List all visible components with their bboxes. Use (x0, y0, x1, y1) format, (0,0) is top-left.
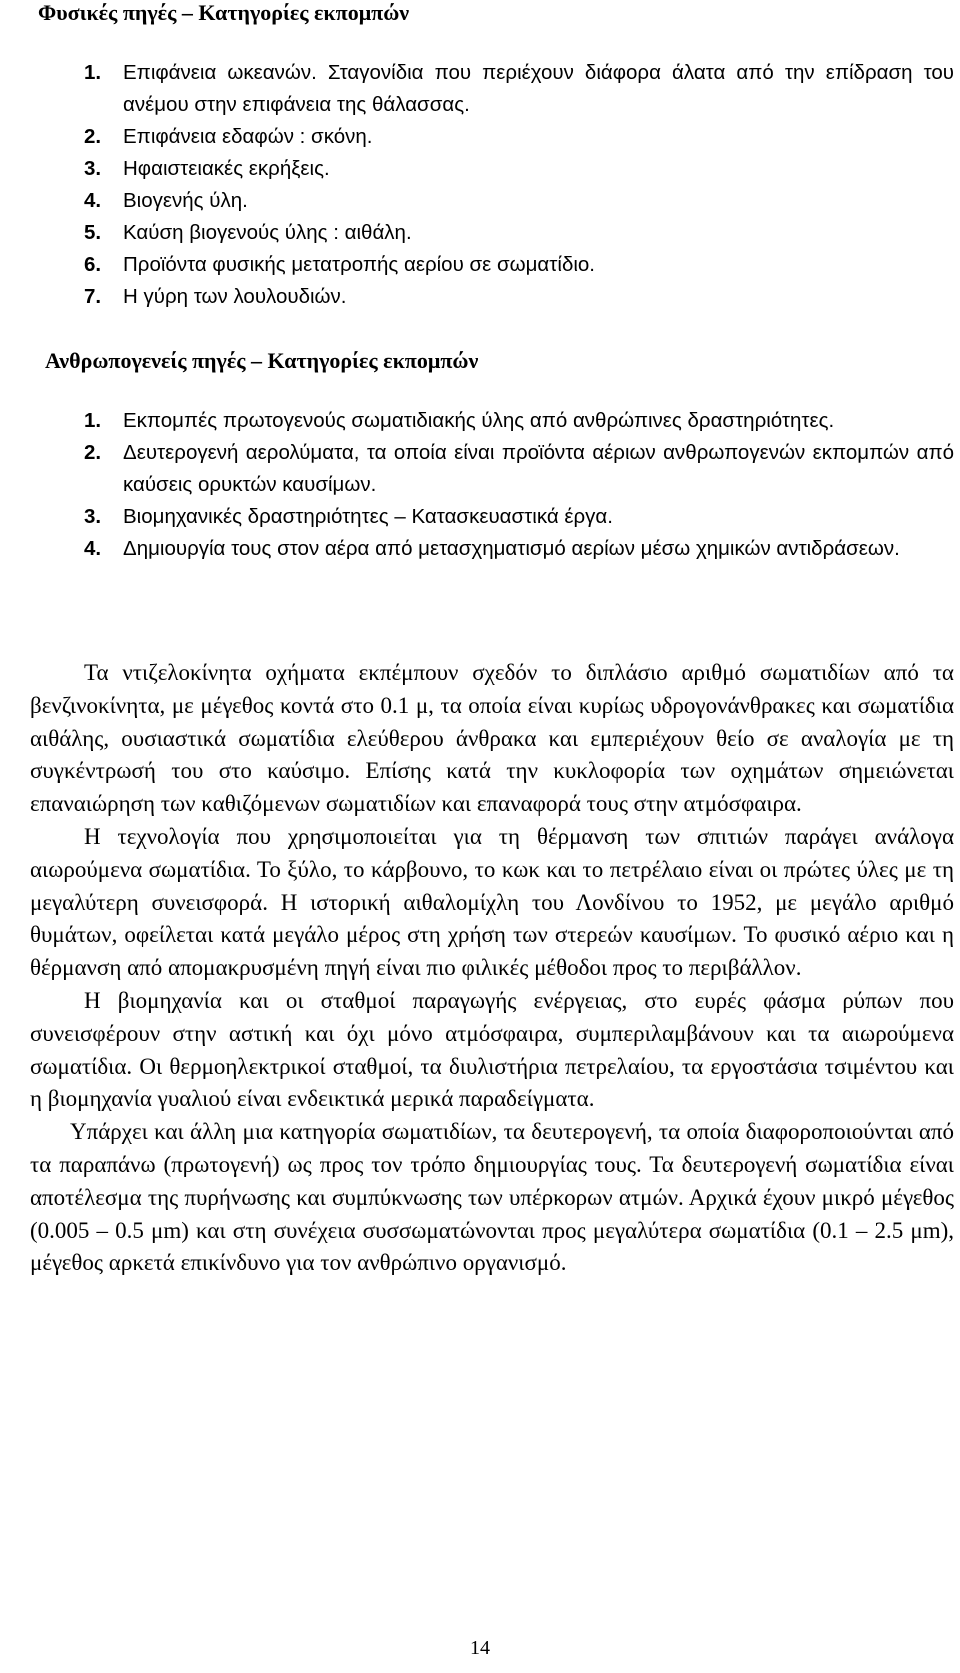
list-item (84, 437, 954, 501)
list-item-text: Ηφαιστειακές εκρήξεις. (123, 157, 330, 180)
list-item (84, 501, 954, 533)
page-number: 14 (470, 1637, 490, 1659)
list-item (84, 281, 954, 313)
list-item-number: 1. (84, 409, 102, 432)
list-item-number: 6. (84, 253, 102, 276)
list-item-text: Επιφάνεια ωκεανών. Σταγονίδια που περιέχουν διάφορα άλατα από την επίδραση του ανέμου στην επιφάνεια της θάλασσας. (123, 61, 954, 116)
list-item-text: Βιομηχανικές δραστηριότητες – Κατασκευαστικά έργα. (123, 505, 613, 528)
paragraph-diesel-vehicles: Τα ντιζελοκίνητα οχήματα εκπέμπουν σχεδόν το διπλάσιο αριθμό σωματιδίων από τα βενζινοκίνητα, με μέγεθος κοντά στο 0.1 μ, τα οποία είναι κυρίως υδρογονάνθρακες και σωματίδια αιθάλης, ουσιαστικά σωματίδια ελεύθερου άνθρακα και εμπεριέχουν θείο σε αναλογία με τη συγκέντρωσή του στο καύσιμο. Επίσης κατά την κυκλοφορία των οχημάτων σημειώνεται επαναιώρηση των καθιζόμενων σωματιδίων και επαναφορά τους στην ατμόσφαιρα. (30, 660, 954, 817)
list-item-text: Προϊόντα φυσικής μετατροπής αερίου σε σωματίδιο. (123, 253, 596, 276)
list-item-text: Βιογενής ύλη. (123, 189, 248, 212)
list-item (84, 217, 954, 249)
list-item-number: 3. (84, 157, 102, 180)
list-item-text: Επιφάνεια εδαφών : σκόνη. (123, 125, 373, 148)
list-item (84, 533, 954, 565)
list-item-text: Καύση βιογενούς ύλης : αιθάλη. (123, 221, 412, 244)
list-item (84, 405, 954, 437)
list-item-number: 5. (84, 221, 102, 244)
list-item-text: Δευτερογενή αερολύματα, τα οποία είναι προϊόντα αέριων ανθρωπογενών εκπομπών από καύσεις ορυκτών καυσίμων. (123, 441, 954, 496)
list-item-number: 7. (84, 285, 102, 308)
paragraph-home-heating: Η τεχνολογία που χρησιμοποιείται για τη θέρμανση των σπιτιών παράγει ανάλογα αιωρούμενα σωματίδια. Το ξύλο, το κάρβουνο, το κωκ και το πετρέλαιο είναι οι πρώτες ύλες με τη μεγαλύτερη συνεισφορά. Η ιστορική αιθαλομίχλη του Λονδίνου το 1952, με μεγάλο αριθμό θυμάτων, οφείλεται κατά μεγάλο μέρος στη χρήση των στερεών καυσίμων. Το φυσικό αέριο και η θέρμανση από απομακρυσμένη πηγή είναι πιο φιλικές μέθοδοι προς το περιβάλλον. (30, 823, 954, 981)
list-item (84, 249, 954, 281)
paragraph-industry: Η βιομηχανία και οι σταθμοί παραγωγής ενέργειας, στο ευρές φάσμα ρύπων που συνεισφέρουν στην αστική και όχι μόνο ατμόσφαιρα, συμπεριλαμβάνουν και τα αιωρούμενα σωματίδια. Οι θερμοηλεκτρικοί σταθμοί, τα διυλιστήρια πετρελαίου, τα εργοστάσια τσιμέντου και η βιομηχανία γυαλιού είναι ενδεικτικά μερικά παραδείγματα. (30, 987, 954, 1112)
list-item-text: Εκπομπές πρωτογενούς σωματιδιακής ύλης από ανθρώπινες δραστηριότητες. (123, 409, 835, 432)
anthropogenic-sources-heading: Ανθρωπογενείς πηγές – Κατηγορίες εκπομπών (45, 348, 479, 373)
list-item (84, 153, 954, 185)
anthropogenic-sources-list (84, 405, 954, 565)
list-item-number: 3. (84, 505, 102, 528)
list-item (84, 185, 954, 217)
paragraph-secondary-particles: Υπάρχει και άλλη μια κατηγορία σωματιδίων, τα δευτερογενή, τα οποία διαφοροποιούνται από τα παραπάνω (πρωτογενή) ως προς τον τρόπο δημιουργίας τους. Τα δευτερογενή σωματίδια είναι αποτέλεσμα της πυρήνωσης και συμπύκνωσης των υπέρκορων ατμών. Αρχικά έχουν μικρό μέγεθος (0.005 – 0.5 μm) και στη συνέχεια συσσωματώνονται προς μεγαλύτερα σωματίδια (0.1 – 2.5 μm), μέγεθος αρκετά επικίνδυνο για τον ανθρώπινο οργανισμό. (30, 1119, 954, 1276)
list-item-text: Η γύρη των λουλουδιών. (123, 285, 347, 308)
body-text (30, 657, 954, 1280)
list-item-number: 4. (84, 189, 102, 212)
list-item-number: 2. (84, 441, 102, 464)
list-item-number: 4. (84, 537, 102, 560)
natural-sources-list (84, 57, 954, 313)
list-item (84, 121, 954, 153)
list-item-number: 1. (84, 61, 102, 84)
natural-sources-heading: Φυσικές πηγές – Κατηγορίες εκπομπών (38, 0, 410, 25)
list-item (84, 57, 954, 121)
list-item-text: Δημιουργία τους στον αέρα από μετασχηματισμό αερίων μέσω χημικών αντιδράσεων. (123, 537, 900, 560)
list-item-number: 2. (84, 125, 102, 148)
